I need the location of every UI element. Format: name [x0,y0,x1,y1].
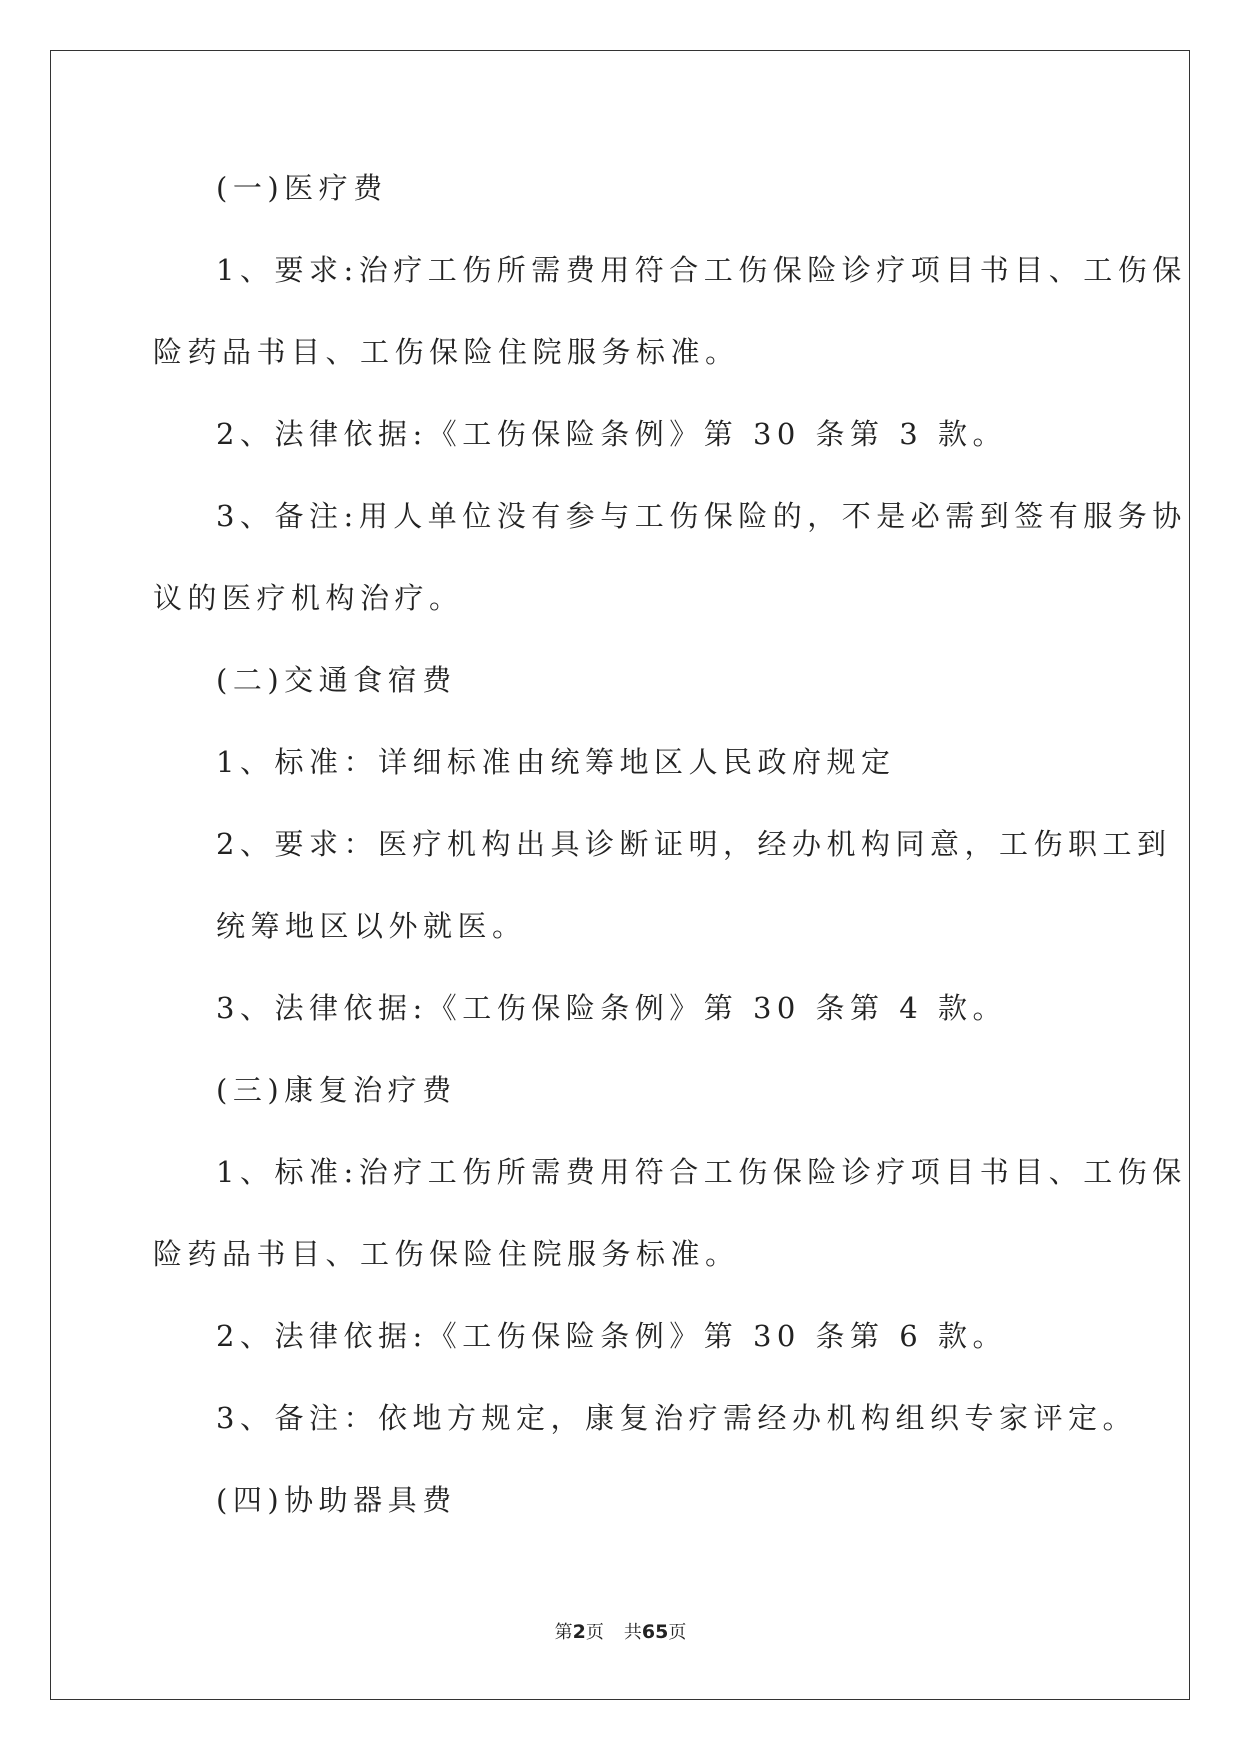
page-footer [0,1618,1241,1644]
page-border [50,50,1190,1700]
paragraph-line: 险药品书目、工伤保险住院服务标准。 [153,1237,740,1271]
footer-page-unit: 页 [585,1622,604,1643]
paragraph-line: 险药品书目、工伤保险住院服务标准。 [153,335,740,369]
paragraph-line: 2、要求：医疗机构出具诊断证明，经办机构同意，工伤职工到 [216,827,1172,861]
total-pages-number: 65 [641,1621,669,1643]
paragraph-line: 3、备注:用人单位没有参与工伤保险的，不是必需到签有服务协 [216,499,1187,533]
paragraph-line: 1、要求:治疗工伤所需费用符合工伤保险诊疗项目书目、工伤保 [216,253,1187,287]
heading-transport-fee: (二)交通食宿费 [216,663,457,697]
paragraph-line: 1、标准：详细标准由统筹地区人民政府规定 [216,745,896,779]
paragraph-line: 1、标准:治疗工伤所需费用符合工伤保险诊疗项目书目、工伤保 [216,1155,1187,1189]
paragraph-line: 2、法律依据:《工伤保险条例》第 30 条第 6 款。 [216,1319,1007,1353]
heading-rehab-fee: (三)康复治疗费 [216,1073,457,1107]
heading-medical-fee: (一)医疗费 [216,171,388,205]
footer-prefix: 第 [554,1622,573,1643]
footer-total-unit: 页 [668,1622,687,1643]
paragraph-line: 2、法律依据:《工伤保险条例》第 30 条第 3 款。 [216,417,1007,451]
current-page-number: 2 [572,1621,586,1643]
paragraph-line: 统筹地区以外就医。 [216,909,527,943]
heading-assistive-device-fee: (四)协助器具费 [216,1483,457,1517]
paragraph-line: 议的医疗机构治疗。 [153,581,464,615]
paragraph-line: 3、法律依据:《工伤保险条例》第 30 条第 4 款。 [216,991,1007,1025]
footer-total-prefix: 共 [623,1622,642,1643]
paragraph-line: 3、备注：依地方规定，康复治疗需经办机构组织专家评定。 [216,1401,1137,1435]
